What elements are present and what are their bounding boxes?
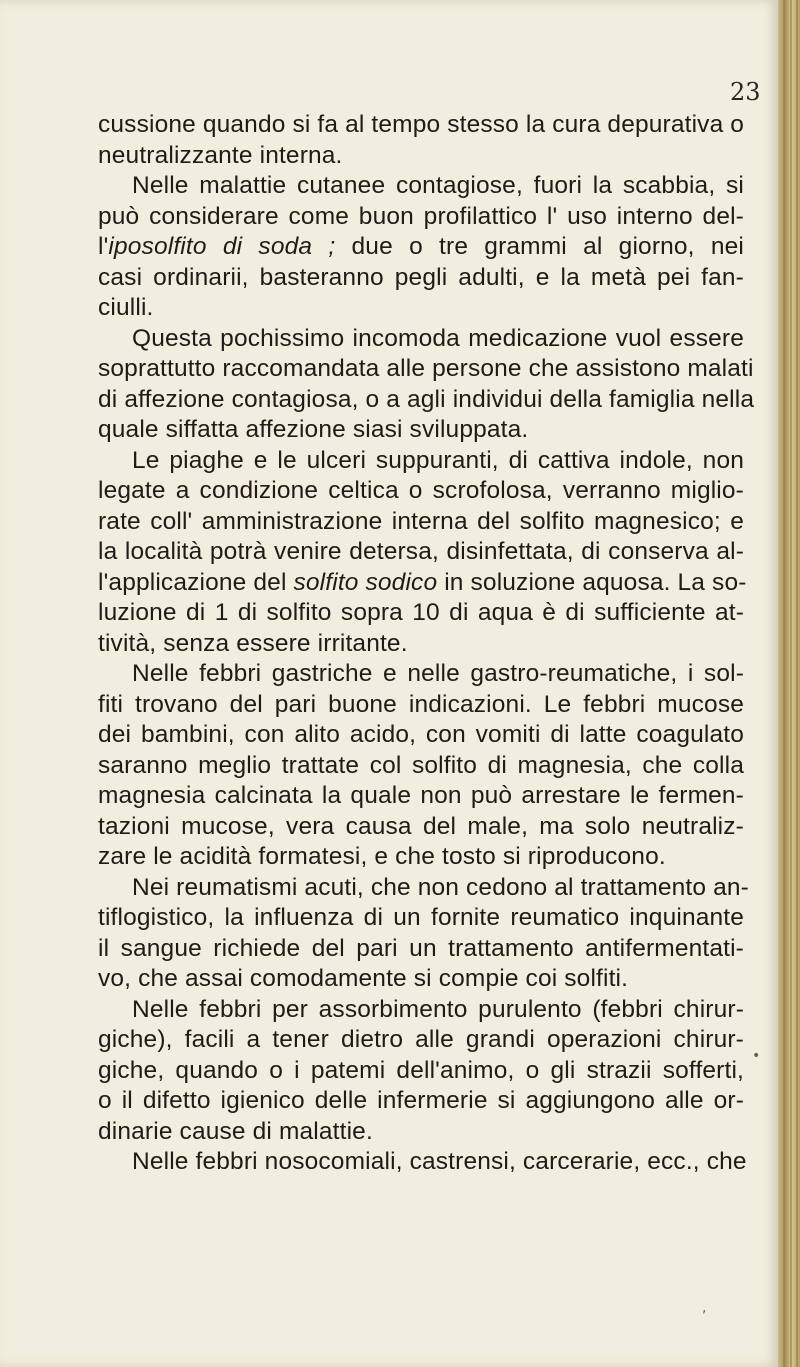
text-line: tiflogistico, la influenza di un fornite reumatico inquinante (98, 904, 744, 931)
page-text (98, 110, 755, 1178)
text-line: magnesia calcinata la quale non può arrestare le fermen- (98, 782, 744, 809)
italic-term: iposolfito di soda ; (108, 233, 336, 260)
edge-line (790, 0, 792, 1367)
text-line: Nelle febbri per assorbimento purulento (febbri chirur- (132, 995, 744, 1023)
text-segment: in soluzione aquosa. La so- (437, 568, 747, 596)
page-number: 23 (730, 78, 761, 106)
paper-speck: , (702, 1300, 707, 1316)
edge-line (783, 0, 785, 1367)
paper-speck: • (752, 1048, 761, 1064)
text-segment: due o tre grammi al giorno, nei (335, 233, 744, 260)
text-line: Nei reumatismi acuti, che non cedono al trattamento an- (132, 873, 749, 901)
text-line: di affezione contagiosa, o a agli individui della famiglia nella (98, 385, 755, 413)
text-line: rate coll' amministrazione interna del solfito magnesico; e (98, 507, 744, 535)
text-line: ciulli. (98, 294, 154, 321)
text-segment: l' (98, 233, 109, 260)
text-line: tazioni mucose, vera causa del male, ma solo neutraliz- (98, 812, 744, 840)
text-line: Nelle febbri nosocomiali, castrensi, carcerarie, ecc., che (132, 1148, 747, 1175)
text-line: casi ordinarii, basteranno pegli adulti, e la metà pei fan- (98, 263, 744, 291)
text-line: giche), facili a tener dietro alle grandi operazioni chirur- (98, 1026, 744, 1053)
text-line: Le piaghe e le ulceri suppuranti, di cattiva indole, non (132, 446, 744, 474)
text-segment: l'applicazione del (98, 568, 294, 596)
text-line: tività, senza essere irritante. (98, 629, 408, 657)
text-line: legate a condizione celtica o scrofolosa, verranno miglio- (98, 477, 744, 504)
text-line: zare le acidità formatesi, e che tosto si riproducono. (98, 843, 666, 870)
text-line: dinarie cause di malattie. (98, 1117, 373, 1145)
text-line: il sangue richiede del pari un trattamento antifermentati- (98, 934, 744, 962)
text-line: dei bambini, con alito acido, con vomiti di latte coagulato (98, 721, 744, 748)
text-line: quale siffatta affezione siasi sviluppata. (98, 416, 529, 443)
text-line: la località potrà venire detersa, disinfettata, di conserva al- (98, 538, 744, 565)
text-line (98, 232, 744, 263)
text-line: saranno meglio trattate col solfito di magnesia, che colla (98, 751, 744, 779)
text-line: Nelle malattie cutanee contagiose, fuori la scabbia, si (132, 172, 744, 199)
text-line: cussione quando si fa al tempo stesso la cura depurativa o (98, 111, 745, 138)
text-line: fiti trovano del pari buone indicazioni. Le febbri mucose (98, 690, 744, 718)
text-line: può considerare come buon profilattico l' uso interno del- (98, 202, 744, 230)
edge-line (796, 0, 798, 1367)
text-line: soprattutto raccomandata alle persone che assistono malati (98, 355, 754, 382)
italic-term: solfito sodico (293, 568, 438, 596)
text-line: luzione di 1 di solfito sopra 10 di aqua è di sufficiente at- (98, 599, 744, 626)
text-line: giche, quando o i patemi dell'animo, o gli strazii sofferti, (98, 1056, 744, 1084)
book-edge (778, 0, 800, 1367)
text-line: Nelle febbri gastriche e nelle gastro-reumatiche, i sol- (132, 660, 744, 687)
text-line: o il difetto igienico delle infermerie si aggiungono alle or- (98, 1087, 744, 1114)
text-line: vo, che assai comodamente si compie coi solfiti. (98, 965, 629, 992)
text-line: neutralizzante interna. (98, 141, 343, 169)
text-line: Questa pochissimo incomoda medicazione vuol essere (132, 324, 744, 352)
text-line (98, 568, 747, 599)
